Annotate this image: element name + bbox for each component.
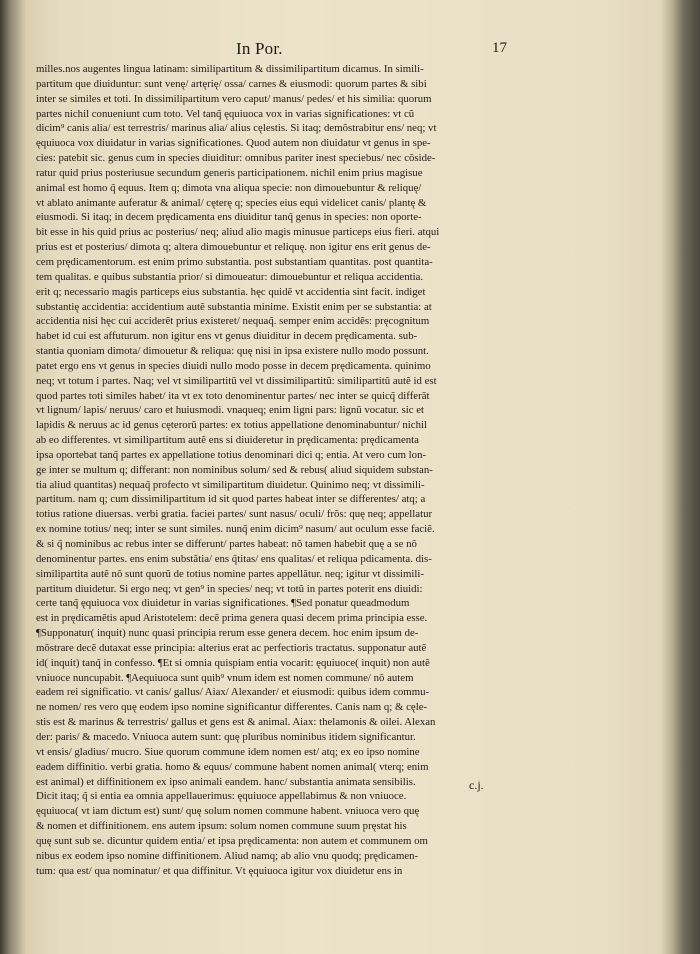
- text-line: ęquiuoca vox diuidatur in varias significationes. Quod autem non diuidatur vt genus in spe-: [36, 137, 431, 150]
- text-line: vt ensis/ gladius/ mucro. Siue quorum commune idem nomen est/ atq; ex eo ipso nomine: [36, 745, 420, 758]
- page-number: 17: [492, 40, 507, 56]
- text-line: nibus ex eodem ipso nomine diffinitionem. Aliud namq; ab alio vnu quodq; prędicamen-: [36, 849, 419, 862]
- text-line: eadem diffinitio. verbi gratia. homo & equus/ commune habent nomen animal( vterq; enim: [36, 760, 429, 773]
- text-line: eadem rei significatio. vt canis/ gallus/ Aiax/ Alexander/ et eiusmodi: quibus idem commu-: [36, 686, 430, 699]
- text-line: ex nomine totius/ neq; inter se sunt similes. nunq̃ enim dicim⁹ nasum/ aut oculum esse faciẽ.: [36, 523, 435, 536]
- text-line: vt ablato animante auferatur & animal/ cęterę q; species eius equi videlicet canis/ plantę &: [36, 196, 427, 209]
- text-line: prius est et posterius/ dimota q; altera dimouebuntur et reliquę. non igitur ens erit genus de-: [36, 241, 431, 254]
- text-line: est in prędicamẽtis apud Aristotelem: decẽ prima genera quasi decem prima principia esse.: [36, 612, 428, 625]
- text-line: eiusmodi. Si itaq; in decem prędicamenta ens diuiditur tanq̃ genus in species: non oporte-: [36, 211, 422, 224]
- text-line: denominentur partes. ens enim substãtia/ ens q̃titas/ ens qualitas/ et reliqua pdicamenta. dis-: [36, 552, 432, 565]
- text-line: est animal) et diffinitionem ex ipso animali eandem. hanc/ substantia animata sensibilis.: [36, 775, 416, 788]
- text-line: & nomen et diffinitionem. ens autem ipsum: solum nomen commune suum pręstat his: [36, 820, 407, 833]
- text-line: stantia quoniam dimota/ dimouetur & reliqua: quę nisi in ipsa existere nullo modo possunt.: [36, 345, 429, 358]
- text-line: cies: patebit sic. genus cum in species diuiditur: omnibus pariter inest speciebus/ nec cõside-: [36, 152, 436, 165]
- text-line: habet id cui est affuturum. non igitur ens vt genus diuiditur in decem prędicamenta. sub-: [36, 330, 418, 343]
- text-line: ge inter se multum q; differant: non nominibus solum/ sed & rebus( aliud siquidem substan-: [36, 463, 433, 476]
- body-text: [36, 62, 524, 878]
- text-line: vniuoce nuncupabit. ¶Aequiuoca sunt quib⁹ vnum idem est nomen commune/ nõ autem: [36, 671, 414, 684]
- text-line: similipartita autẽ nõ sunt quorũ de totius nomine partes appellãtur. neq; igitur vt dissimili-: [36, 567, 425, 580]
- text-line: animal est homo q̃ equus. Item q; dimota vna aliqua specie: non dimouebuntur & reliquę/: [36, 181, 422, 194]
- text-line: tum: qua est/ qua nominatur/ et qua diffinitur. Vt ęquiuoca igitur vox diuidetur ens in: [36, 864, 403, 877]
- text-line: neq; vt totum i partes. Naq; vel vt similipartitũ vel vt dissimilipartitũ: similipartitũ autẽ id est: [36, 374, 437, 387]
- text-line: ne nomen/ res vero quę eodem ipso nomine significantur differentes. Canis nam q; & cęle-: [36, 701, 428, 714]
- text-line: totius ratione diuersas. verbi gratia. faciei partes/ sunt nasus/ oculi/ frõs: quę neq; appellatur: [36, 508, 433, 521]
- text-line: dicim⁹ canis alia/ est terrestris/ marinus alia/ alius cęlestis. Si itaq; demõstrabitur ens/ neq; vt: [36, 122, 437, 135]
- text-line: quę sunt sub se. dicuntur quidem entia/ et ipsa prędicamenta: non autem et communem om: [36, 834, 428, 847]
- text-line: bit esse in his quid prius ac posterius/ neq; aliud alio magis minusue particeps eius fieri. atqui: [36, 226, 440, 239]
- text-line: erit q; necessario magis particeps eius substantia. hęc quidẽ vt accidentia sint facit. indiget: [36, 285, 426, 298]
- text-line: partitum que diuiduntur: sunt venę/ artęrię/ ossa/ carnes & eiusmodi: quorum partes & sibi: [36, 77, 427, 90]
- text-line: id( inquit) tanq̃ in confesso. ¶Et si omnia quispiam entia vocarit: ęquiuoce( inquit) non autẽ: [36, 656, 430, 669]
- text-line: ratur quid prius posteriusue secundum generis participationem. nichil enim prius magisue: [36, 166, 423, 179]
- running-title: In Por.: [236, 39, 283, 58]
- text-line: & si q̃ nominibus ac rebus inter se differunt/ partes habeat: nõ tamen habebit quę a se nõ: [36, 538, 417, 550]
- text-line: ¶Supponatur( inquit) nunc quasi principia rerum esse genera decem. hoc enim ipsum de-: [36, 627, 419, 640]
- text-line: partes nichil conueniunt cum toto. Vel tanq̃ ęquiuoca vox in varias significationes: vt cũ: [36, 107, 415, 120]
- text-line: accidentia nisi hęc cui acciderẽt prius existeret/ nequaq̃. semper enim accidẽs: pręcognitum: [36, 315, 430, 328]
- show-through-bleed: [668, 60, 700, 520]
- text-line: tia aliud quantitas) nequaq̃ profecto vt similipartitum diuidetur. Quinimo neq; vt dissimili-: [36, 478, 425, 491]
- text-line: partitum diuidetur. Si ergo neq; vt gen⁹ in species/ neq; vt totũ in partes poterit ens diuidi:: [36, 582, 423, 595]
- signature-mark: c.j.: [469, 778, 484, 792]
- text-line: inter se similes et toti. In dissimilipartitum vero caput/ manus/ pedes/ et his similia: quorum: [36, 92, 432, 105]
- text-line: lapidis & neruus ac id genus cęterorũ partes: ex totius appellatione denominabuntur/ nichil: [36, 419, 427, 432]
- text-line: milles.nos augentes lingua latinam: similipartitum & dissimilipartitum dicamus. In simili-: [36, 63, 424, 75]
- text-line: certe tanq̃ ęquiuoca vox diuidetur in varias significationes. ¶Sed ponatur queadmodum: [36, 597, 410, 610]
- text-line: partitum. nam q; cum dissimilipartitum id sit quod partes habeat inter se differentes/ atq; a: [36, 493, 426, 506]
- text-line: vt lignum/ lapis/ neruus/ caro et huiusmodi. vnaqueq; enim ligni pars: lignũ vocatur. sic et: [36, 404, 425, 417]
- text-line: mõstrare decẽ dutaxat esse principia: alterius erat ac perfectioris tractatus. supponatur autẽ: [36, 641, 427, 654]
- text-line: cem prędicamentorum. est enim primo substantia. post substantiam quantitas. post quantita-: [36, 255, 433, 268]
- text-line: ęquiuoca( vt iam dictum est) sunt/ quę solum nomen commune habent. vniuoca vero quę: [36, 805, 420, 818]
- text-line: substantię accidentia: accidentium autẽ substantia minime. Existit enim per se substantia: at: [36, 300, 432, 313]
- text-line: ab eo differentes. vt similipartitum autẽ ens si diuideretur in prędicamenta: prędicamenta: [36, 434, 419, 447]
- text-line: ipsa oportebat tanq̃ partes ex appellatione totius denominari dici q; entia. At vero cum lon-: [36, 448, 427, 461]
- text-line: patet ergo ens vt genus in species diuidi nullo modo posse in decem prędicamenta. quinimo: [36, 359, 431, 372]
- text-line: der: paris/ & macedo. Vniuoca autem sunt: quę pluribus nominibus itidem significantur.: [36, 730, 416, 743]
- text-line: tem qualitas. e quibus substantia prior/ si dimoueatur: dimouebuntur et reliqua accidentia.: [36, 270, 424, 283]
- text-line: stis est & marinus & terrestris/ gallus et gens est & animal. Aiax: thelamonis & oilei. Alexan: [36, 716, 436, 729]
- text-line: Dicit itaq; q̃ si entia ea omnia appellauerimus: ęquiuoce appellabimus & non vniuoce.: [36, 790, 407, 803]
- text-line: quod partes toti similes habet/ ita vt ex toto denominentur partes/ nec inter se quicq̃ differãt: [36, 389, 430, 402]
